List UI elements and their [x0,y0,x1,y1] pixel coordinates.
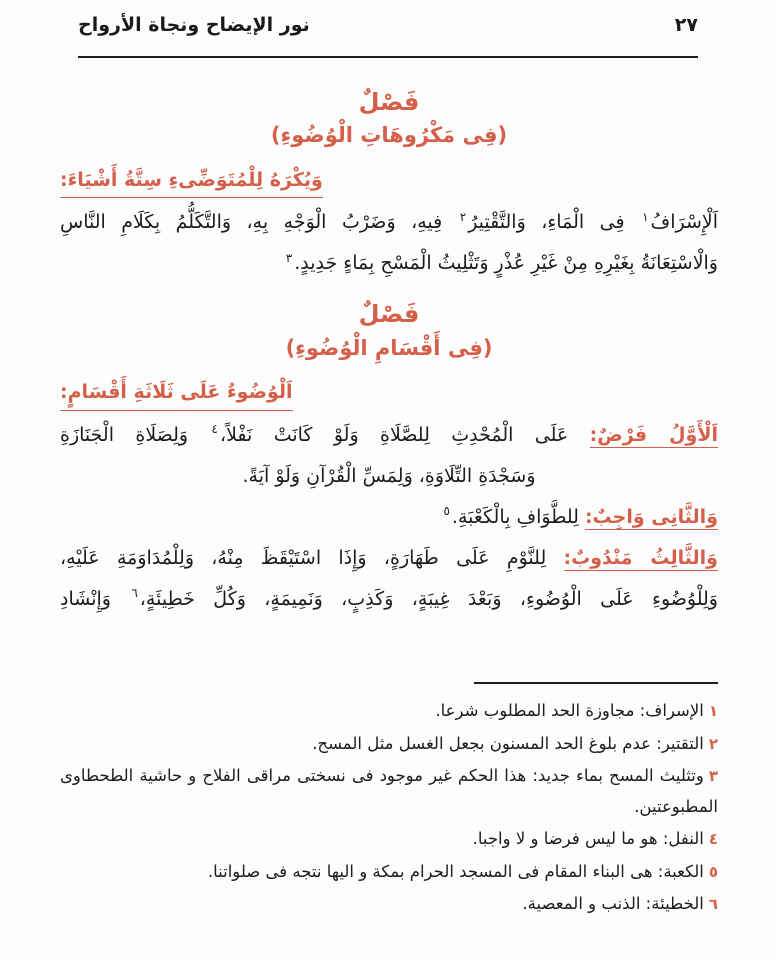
division-second-label: وَالثَّانِى وَاجِبٌ: [584,505,718,528]
division-third-text-c: وَإِنْشَادِ [60,587,111,610]
footnote-ref-2: ٢ [459,209,467,224]
footnote-text: وتثليث المسح بماء جديد: هذا الحكم غير موجود فى نسختى مراقى الفلاح و حاشية الطحطاوى المطبوعتين. [60,766,718,816]
footnote-text: التقتير: عدم بلوغ الحد المسنون بجعل الغسل مثل المسح. [312,733,704,753]
division-third-text-b: وَلِلْوُضُوءِ عَلَى الْوُضُوءِ، وَبَعْدَ غِيبَةٍ، وَكَذِبٍ، وَنَمِيمَةٍ، وَكُلِّ خَطِيئَةٍ، [139,587,718,610]
division-first-line [60,417,718,454]
makruh-item-1: اَلْإِسْرَافُ [650,211,719,234]
section-1-lead-text: وَيُكْرَهُ لِلْمُتَوَضِّىءِ سِتَّةُ أَشْيَاءَ: [60,165,323,198]
footnote-item [60,729,718,760]
division-third-text-a: لِلنَّوْمِ عَلَى طَهَارَةٍ، وَإِذَا اسْتَيْقَظَ مِنْهُ، وَلِلْمُدَاوَمَةِ عَلَيْهِ، [60,546,547,569]
section-2-subtitle: (فِى أَقْسَامِ الْوُضُوءِ) [285,335,493,360]
section-1-paragraph-line-1 [60,204,718,241]
footnote-ref-4: ٤ [211,422,218,437]
division-third-label: وَالثَّالِثُ مَنْدُوبٌ: [563,546,718,569]
footnote-item [60,824,718,855]
footnote-item [60,857,718,888]
footnote-number: ٢ [708,734,718,753]
section-1-title: فَصْلٌ [358,88,420,116]
makruh-item-1-cont: فِى الْمَاءِ، وَالتَّقْتِيرُ [468,211,625,234]
page-number: ٢٧ [674,14,698,36]
division-third-line-2 [60,581,718,618]
footnote-text: الكعبة: هى البناء المقام فى المسجد الحرام بمكة و اليها نتجه فى صلواتنا. [207,861,704,881]
section-1-lead-line [60,165,718,198]
section-2-lead-text: اَلْوُضُوءُ عَلَى ثَلَاثَةِ أَقْسَامٍ: [60,377,293,410]
footnote-number: ٦ [708,895,718,914]
book-title: نور الإيضاح ونجاة الأرواح [78,14,310,36]
footnote-text: الخطيئة: الذنب و المعصية. [522,894,704,914]
division-first-continuation [60,458,718,495]
division-first-text-cont: وَسَجْدَةِ التِّلَاوَةِ، وَلِمَسِّ الْقُرْآنِ وَلَوْ آيَةً. [242,464,536,487]
footnote-item [60,889,718,920]
footnote-ref-1: ١ [642,209,649,224]
makruh-items-rest: فِيهِ، وَضَرْبُ الْوَجْهِ بِهِ، وَالتَّكَلُّمُ بِكَلَامِ النَّاسِ [60,211,443,234]
division-first-label: اَلْأَوَّلُ فَرْضٌ: [589,423,719,446]
footnote-ref-3: ٣ [285,250,293,265]
page-body [60,70,718,960]
footnote-ref-6: ٦ [131,586,138,601]
section-2-title: فَصْلٌ [358,300,420,329]
footnote-item [60,761,718,822]
makruh-item-6: وَالْاسْتِعَانَةُ بِغَيْرِهِ مِنْ غَيْرِ عُذْرٍ وَتَثْلِيثُ الْمَسْحِ بِمَاءٍ جَدِيدٍ. [294,252,718,275]
footnote-number: ١ [708,702,718,720]
footnote-separator-rule [474,682,718,684]
division-second-text: لِلطَّوَافِ بِالْكَعْبَةِ. [451,505,579,528]
division-third-line-1 [60,540,718,577]
footnote-text: النفل: هو ما ليس فرضا و لا واجبا. [472,829,704,849]
footnote-item [60,696,718,727]
footnote-number: ٤ [708,830,718,849]
footnote-text: الإسراف: مجاوزة الحد المطلوب شرعا. [435,701,704,720]
footnote-number: ٥ [708,862,718,881]
footnote-number: ٣ [708,767,718,786]
division-first-text: عَلَى الْمُحْدِثِ لِلصَّلَاةِ وَلَوْ كَانَتْ نَفْلاً، [219,423,569,446]
footnote-ref-5: ٥ [443,504,450,519]
section-1-subtitle: (فِى مَكْرُوهَاتِ الْوُضُوءِ) [270,123,508,148]
division-first-text-b: وَلِصَلَاةِ الْجَنَازَةِ [60,423,189,446]
footnote-block [60,682,718,922]
section-1-paragraph-line-2 [60,245,718,282]
section-2-lead-line [60,377,718,410]
running-header [78,14,698,58]
division-second-line [60,499,718,536]
